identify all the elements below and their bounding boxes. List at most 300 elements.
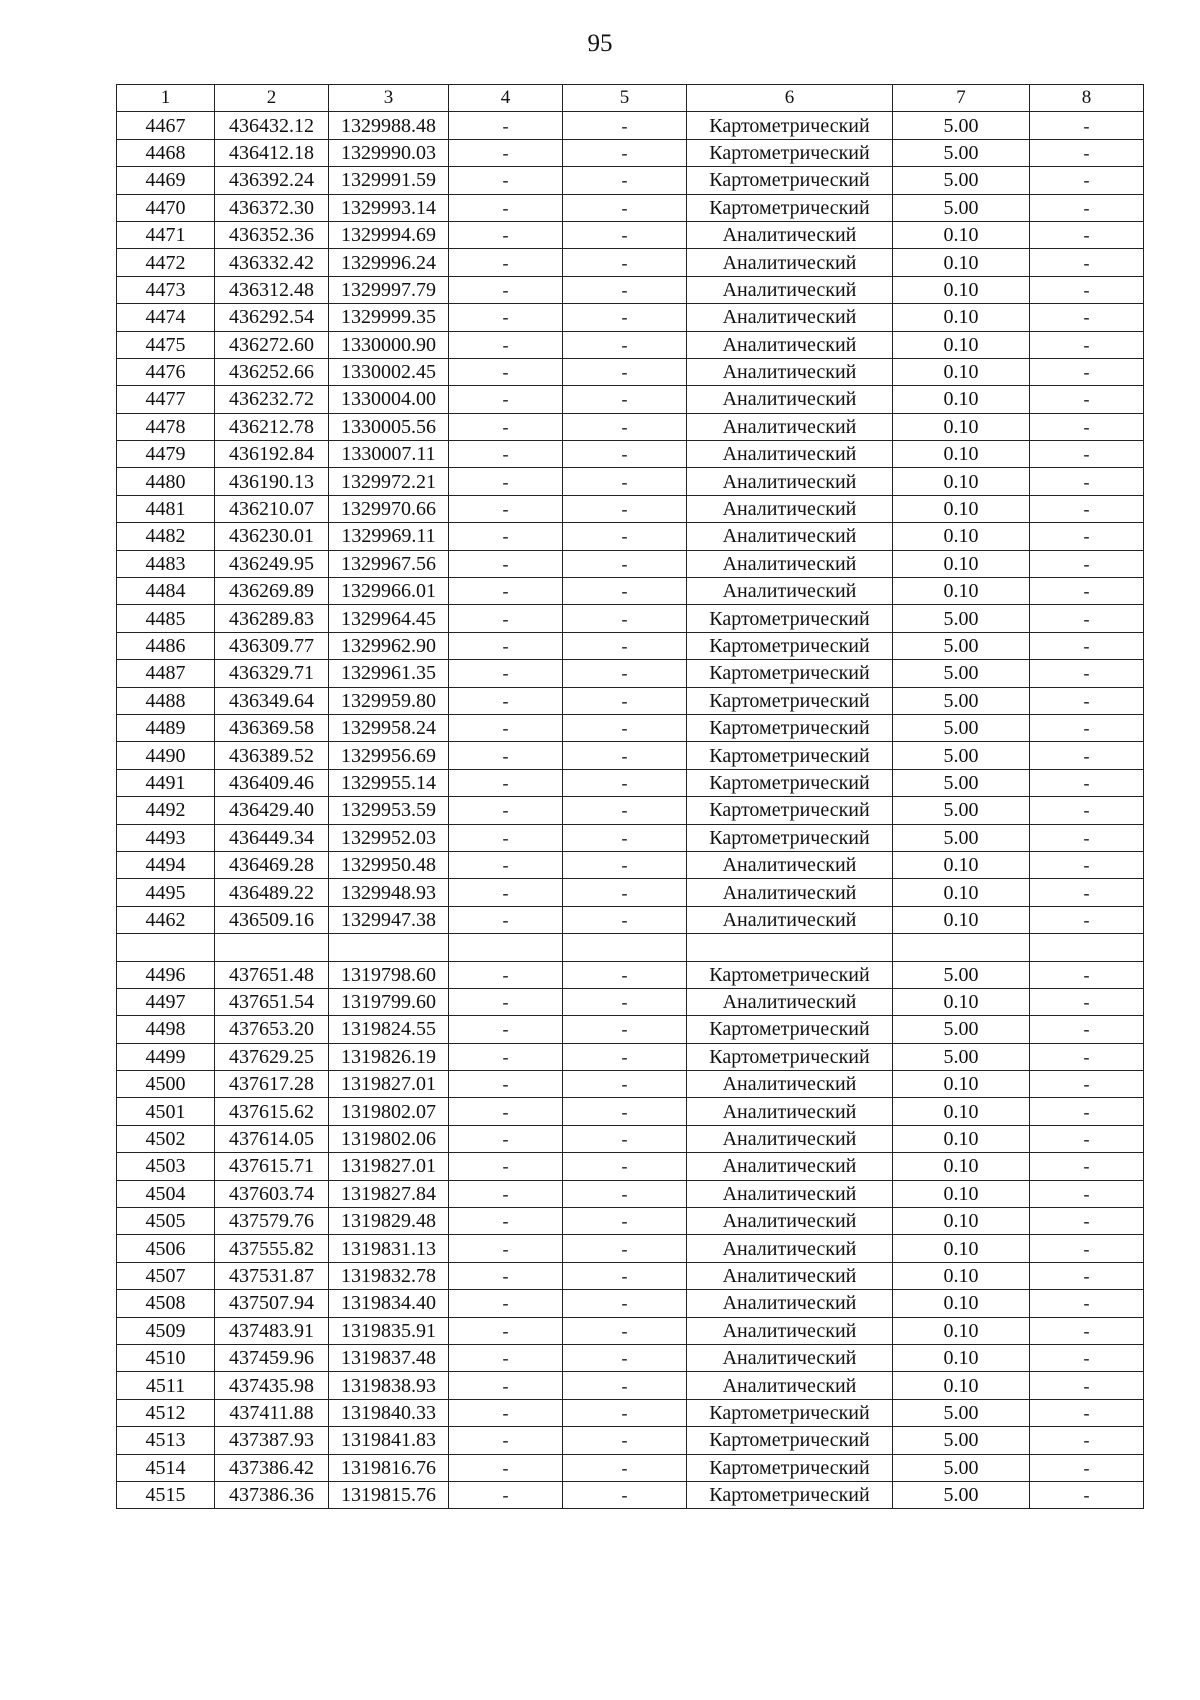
method-cell: Аналитический [687, 578, 893, 605]
column-4-cell: - [449, 1016, 563, 1043]
column-4-cell: - [449, 249, 563, 276]
column-4-cell: - [449, 769, 563, 796]
column-5-cell: - [563, 413, 687, 440]
column-5-cell: - [563, 221, 687, 248]
accuracy-cell: 5.00 [893, 742, 1030, 769]
column-4-cell: - [449, 468, 563, 495]
table-row [117, 578, 1144, 605]
point-number-cell: 4513 [117, 1427, 215, 1454]
accuracy-cell: 0.10 [893, 1071, 1030, 1098]
table-row [117, 1290, 1144, 1317]
point-number-cell: 4510 [117, 1344, 215, 1371]
y-coordinate-cell: 1319827.01 [329, 1071, 449, 1098]
column-4-cell: - [449, 1043, 563, 1070]
column-5-cell: - [563, 660, 687, 687]
point-number-cell: 4494 [117, 851, 215, 878]
table-row [117, 249, 1144, 276]
column-5-cell: - [563, 1208, 687, 1235]
y-coordinate-cell: 1319799.60 [329, 988, 449, 1015]
accuracy-cell: 0.10 [893, 879, 1030, 906]
method-cell: Картометрический [687, 797, 893, 824]
column-5-cell: - [563, 495, 687, 522]
column-8-cell: - [1030, 769, 1144, 796]
column-8-cell: - [1030, 1180, 1144, 1207]
y-coordinate-cell: 1319802.06 [329, 1125, 449, 1152]
x-coordinate-cell: 436312.48 [215, 276, 329, 303]
accuracy-cell: 0.10 [893, 1372, 1030, 1399]
x-coordinate-cell: 436469.28 [215, 851, 329, 878]
table-row [117, 441, 1144, 468]
x-coordinate-cell: 436252.66 [215, 358, 329, 385]
column-8-cell: - [1030, 495, 1144, 522]
method-cell: Картометрический [687, 769, 893, 796]
y-coordinate-cell: 1329950.48 [329, 851, 449, 878]
point-number-cell: 4469 [117, 167, 215, 194]
method-cell: Картометрический [687, 1016, 893, 1043]
column-8-cell: - [1030, 660, 1144, 687]
y-coordinate-cell [329, 934, 449, 961]
column-4-cell: - [449, 194, 563, 221]
point-number-cell: 4490 [117, 742, 215, 769]
point-number-cell: 4476 [117, 358, 215, 385]
accuracy-cell: 0.10 [893, 1290, 1030, 1317]
column-4-cell: - [449, 1153, 563, 1180]
column-8-cell: - [1030, 1125, 1144, 1152]
column-4-cell: - [449, 1262, 563, 1289]
column-8-cell: - [1030, 988, 1144, 1015]
point-number-cell: 4475 [117, 331, 215, 358]
table-row [117, 386, 1144, 413]
table-row [117, 1098, 1144, 1125]
point-number-cell: 4495 [117, 879, 215, 906]
x-coordinate-cell: 437629.25 [215, 1043, 329, 1070]
column-5-cell: - [563, 769, 687, 796]
point-number-cell: 4467 [117, 112, 215, 139]
method-cell: Аналитический [687, 331, 893, 358]
column-4-cell: - [449, 879, 563, 906]
point-number-cell: 4498 [117, 1016, 215, 1043]
y-coordinate-cell: 1330005.56 [329, 413, 449, 440]
table-row [117, 413, 1144, 440]
column-4-cell: - [449, 221, 563, 248]
y-coordinate-cell: 1329972.21 [329, 468, 449, 495]
method-cell: Аналитический [687, 1317, 893, 1344]
column-4-cell: - [449, 578, 563, 605]
accuracy-cell: 5.00 [893, 139, 1030, 166]
column-4-cell: - [449, 1125, 563, 1152]
x-coordinate-cell: 437435.98 [215, 1372, 329, 1399]
x-coordinate-cell: 436352.36 [215, 221, 329, 248]
column-8-cell: - [1030, 1262, 1144, 1289]
x-coordinate-cell: 437531.87 [215, 1262, 329, 1289]
accuracy-cell: 5.00 [893, 194, 1030, 221]
y-coordinate-cell: 1319831.13 [329, 1235, 449, 1262]
column-8-cell: - [1030, 1016, 1144, 1043]
column-4-cell [449, 934, 563, 961]
table-row [117, 632, 1144, 659]
method-cell: Картометрический [687, 112, 893, 139]
method-cell: Картометрический [687, 687, 893, 714]
column-4-cell: - [449, 824, 563, 851]
column-8-cell: - [1030, 1481, 1144, 1508]
column-4-cell: - [449, 386, 563, 413]
column-5-cell: - [563, 304, 687, 331]
column-5-cell: - [563, 1290, 687, 1317]
header-cell: 8 [1030, 85, 1144, 112]
y-coordinate-cell: 1319826.19 [329, 1043, 449, 1070]
column-5-cell: - [563, 797, 687, 824]
method-cell: Картометрический [687, 824, 893, 851]
accuracy-cell: 5.00 [893, 797, 1030, 824]
x-coordinate-cell: 436272.60 [215, 331, 329, 358]
column-5-cell: - [563, 468, 687, 495]
accuracy-cell: 0.10 [893, 276, 1030, 303]
method-cell: Аналитический [687, 1235, 893, 1262]
method-cell: Картометрический [687, 1454, 893, 1481]
header-row [117, 85, 1144, 112]
accuracy-cell: 5.00 [893, 1399, 1030, 1426]
y-coordinate-cell: 1329999.35 [329, 304, 449, 331]
table-row [117, 988, 1144, 1015]
table-row [117, 550, 1144, 577]
x-coordinate-cell: 436329.71 [215, 660, 329, 687]
column-8-cell: - [1030, 441, 1144, 468]
column-5-cell: - [563, 1262, 687, 1289]
accuracy-cell: 0.10 [893, 1153, 1030, 1180]
method-cell: Аналитический [687, 988, 893, 1015]
x-coordinate-cell: 436192.84 [215, 441, 329, 468]
y-coordinate-cell: 1329993.14 [329, 194, 449, 221]
accuracy-cell: 5.00 [893, 112, 1030, 139]
table-row [117, 1262, 1144, 1289]
x-coordinate-cell: 436332.42 [215, 249, 329, 276]
method-cell: Аналитический [687, 879, 893, 906]
accuracy-cell [893, 934, 1030, 961]
column-4-cell: - [449, 906, 563, 933]
table-body [117, 112, 1144, 1509]
column-4-cell: - [449, 304, 563, 331]
column-5-cell: - [563, 1016, 687, 1043]
accuracy-cell: 5.00 [893, 1454, 1030, 1481]
table-row [117, 879, 1144, 906]
point-number-cell: 4511 [117, 1372, 215, 1399]
accuracy-cell: 0.10 [893, 988, 1030, 1015]
column-8-cell: - [1030, 605, 1144, 632]
x-coordinate-cell: 436429.40 [215, 797, 329, 824]
column-8-cell: - [1030, 221, 1144, 248]
x-coordinate-cell: 436489.22 [215, 879, 329, 906]
x-coordinate-cell: 436212.78 [215, 413, 329, 440]
x-coordinate-cell: 437579.76 [215, 1208, 329, 1235]
table-row [117, 167, 1144, 194]
accuracy-cell: 5.00 [893, 1016, 1030, 1043]
point-number-cell: 4481 [117, 495, 215, 522]
point-number-cell: 4485 [117, 605, 215, 632]
accuracy-cell: 0.10 [893, 1098, 1030, 1125]
x-coordinate-cell: 436392.24 [215, 167, 329, 194]
table-row [117, 687, 1144, 714]
accuracy-cell: 0.10 [893, 578, 1030, 605]
table-row [117, 194, 1144, 221]
point-number-cell: 4468 [117, 139, 215, 166]
column-5-cell: - [563, 742, 687, 769]
column-8-cell: - [1030, 851, 1144, 878]
column-8-cell: - [1030, 167, 1144, 194]
column-8-cell: - [1030, 1043, 1144, 1070]
column-8-cell: - [1030, 1427, 1144, 1454]
column-4-cell: - [449, 167, 563, 194]
y-coordinate-cell: 1330002.45 [329, 358, 449, 385]
accuracy-cell: 0.10 [893, 1125, 1030, 1152]
column-8-cell: - [1030, 797, 1144, 824]
point-number-cell: 4515 [117, 1481, 215, 1508]
point-number-cell: 4500 [117, 1071, 215, 1098]
column-8-cell: - [1030, 331, 1144, 358]
header-cell: 4 [449, 85, 563, 112]
method-cell: Картометрический [687, 605, 893, 632]
method-cell: Аналитический [687, 386, 893, 413]
column-8-cell: - [1030, 879, 1144, 906]
column-8-cell: - [1030, 523, 1144, 550]
y-coordinate-cell: 1329990.03 [329, 139, 449, 166]
point-number-cell: 4484 [117, 578, 215, 605]
column-5-cell: - [563, 1317, 687, 1344]
column-5-cell: - [563, 167, 687, 194]
x-coordinate-cell: 437615.71 [215, 1153, 329, 1180]
accuracy-cell: 0.10 [893, 249, 1030, 276]
method-cell: Аналитический [687, 249, 893, 276]
column-5-cell: - [563, 139, 687, 166]
x-coordinate-cell: 437386.36 [215, 1481, 329, 1508]
column-5-cell: - [563, 1399, 687, 1426]
column-4-cell: - [449, 495, 563, 522]
y-coordinate-cell: 1329961.35 [329, 660, 449, 687]
point-number-cell: 4472 [117, 249, 215, 276]
table-row [117, 1235, 1144, 1262]
point-number-cell: 4477 [117, 386, 215, 413]
column-5-cell: - [563, 824, 687, 851]
x-coordinate-cell: 436210.07 [215, 495, 329, 522]
point-number-cell: 4471 [117, 221, 215, 248]
y-coordinate-cell: 1329955.14 [329, 769, 449, 796]
header-cell: 5 [563, 85, 687, 112]
column-4-cell: - [449, 714, 563, 741]
column-5-cell: - [563, 988, 687, 1015]
x-coordinate-cell: 436190.13 [215, 468, 329, 495]
method-cell: Аналитический [687, 1180, 893, 1207]
table-row [117, 1399, 1144, 1426]
point-number-cell: 4489 [117, 714, 215, 741]
column-8-cell: - [1030, 906, 1144, 933]
point-number-cell: 4483 [117, 550, 215, 577]
column-4-cell: - [449, 1208, 563, 1235]
y-coordinate-cell: 1329959.80 [329, 687, 449, 714]
y-coordinate-cell: 1329964.45 [329, 605, 449, 632]
column-8-cell: - [1030, 139, 1144, 166]
column-8-cell: - [1030, 1372, 1144, 1399]
y-coordinate-cell: 1330004.00 [329, 386, 449, 413]
table-row [117, 1125, 1144, 1152]
point-number-cell: 4462 [117, 906, 215, 933]
column-4-cell: - [449, 660, 563, 687]
method-cell: Аналитический [687, 1262, 893, 1289]
column-8-cell: - [1030, 194, 1144, 221]
column-4-cell: - [449, 139, 563, 166]
y-coordinate-cell: 1329969.11 [329, 523, 449, 550]
method-cell: Аналитический [687, 276, 893, 303]
x-coordinate-cell: 436432.12 [215, 112, 329, 139]
point-number-cell: 4496 [117, 961, 215, 988]
table-row [117, 1372, 1144, 1399]
column-4-cell: - [449, 632, 563, 659]
column-5-cell: - [563, 249, 687, 276]
accuracy-cell: 0.10 [893, 304, 1030, 331]
column-4-cell: - [449, 988, 563, 1015]
column-5-cell: - [563, 578, 687, 605]
x-coordinate-cell: 437653.20 [215, 1016, 329, 1043]
method-cell: Аналитический [687, 468, 893, 495]
y-coordinate-cell: 1329988.48 [329, 112, 449, 139]
y-coordinate-cell: 1329996.24 [329, 249, 449, 276]
y-coordinate-cell: 1319837.48 [329, 1344, 449, 1371]
method-cell: Аналитический [687, 906, 893, 933]
method-cell: Аналитический [687, 1344, 893, 1371]
x-coordinate-cell: 437507.94 [215, 1290, 329, 1317]
table-row [117, 112, 1144, 139]
column-5-cell: - [563, 1071, 687, 1098]
accuracy-cell: 0.10 [893, 495, 1030, 522]
point-number-cell: 4482 [117, 523, 215, 550]
point-number-cell: 4473 [117, 276, 215, 303]
table-row [117, 221, 1144, 248]
x-coordinate-cell: 436449.34 [215, 824, 329, 851]
column-8-cell: - [1030, 1399, 1144, 1426]
column-8-cell: - [1030, 1454, 1144, 1481]
y-coordinate-cell: 1329967.56 [329, 550, 449, 577]
accuracy-cell: 0.10 [893, 221, 1030, 248]
y-coordinate-cell: 1329953.59 [329, 797, 449, 824]
header-cell: 3 [329, 85, 449, 112]
accuracy-cell: 5.00 [893, 1427, 1030, 1454]
x-coordinate-cell: 436389.52 [215, 742, 329, 769]
table-row [117, 358, 1144, 385]
header-cell: 7 [893, 85, 1030, 112]
coordinates-table [116, 84, 1144, 1509]
column-8-cell: - [1030, 632, 1144, 659]
table-row [117, 797, 1144, 824]
column-8-cell: - [1030, 1071, 1144, 1098]
table-header [117, 85, 1144, 112]
column-5-cell: - [563, 1427, 687, 1454]
column-5-cell: - [563, 331, 687, 358]
column-4-cell: - [449, 1098, 563, 1125]
column-8-cell: - [1030, 578, 1144, 605]
point-number-cell: 4514 [117, 1454, 215, 1481]
table-row [117, 331, 1144, 358]
y-coordinate-cell: 1319835.91 [329, 1317, 449, 1344]
x-coordinate-cell: 437615.62 [215, 1098, 329, 1125]
column-4-cell: - [449, 605, 563, 632]
x-coordinate-cell: 437483.91 [215, 1317, 329, 1344]
column-4-cell: - [449, 441, 563, 468]
column-5-cell: - [563, 632, 687, 659]
accuracy-cell: 5.00 [893, 167, 1030, 194]
header-cell: 1 [117, 85, 215, 112]
method-cell: Картометрический [687, 139, 893, 166]
column-4-cell: - [449, 742, 563, 769]
accuracy-cell: 0.10 [893, 1317, 1030, 1344]
x-coordinate-cell: 436369.58 [215, 714, 329, 741]
y-coordinate-cell: 1319838.93 [329, 1372, 449, 1399]
method-cell: Аналитический [687, 221, 893, 248]
column-8-cell: - [1030, 112, 1144, 139]
accuracy-cell: 5.00 [893, 824, 1030, 851]
y-coordinate-cell: 1329991.59 [329, 167, 449, 194]
accuracy-cell: 5.00 [893, 660, 1030, 687]
x-coordinate-cell: 437387.93 [215, 1427, 329, 1454]
method-cell [687, 934, 893, 961]
column-8-cell: - [1030, 1235, 1144, 1262]
column-4-cell: - [449, 1399, 563, 1426]
accuracy-cell: 5.00 [893, 687, 1030, 714]
column-4-cell: - [449, 1344, 563, 1371]
column-8-cell: - [1030, 687, 1144, 714]
column-8-cell: - [1030, 1290, 1144, 1317]
method-cell: Аналитический [687, 1372, 893, 1399]
x-coordinate-cell: 436409.46 [215, 769, 329, 796]
column-8-cell: - [1030, 742, 1144, 769]
table-row [117, 906, 1144, 933]
accuracy-cell: 0.10 [893, 358, 1030, 385]
accuracy-cell: 0.10 [893, 851, 1030, 878]
column-8-cell: - [1030, 304, 1144, 331]
y-coordinate-cell: 1319841.83 [329, 1427, 449, 1454]
column-4-cell: - [449, 1235, 563, 1262]
y-coordinate-cell: 1329952.03 [329, 824, 449, 851]
y-coordinate-cell: 1329956.69 [329, 742, 449, 769]
method-cell: Картометрический [687, 1481, 893, 1508]
column-4-cell: - [449, 550, 563, 577]
table-row [117, 1208, 1144, 1235]
column-5-cell: - [563, 1481, 687, 1508]
method-cell: Картометрический [687, 194, 893, 221]
method-cell: Картометрический [687, 714, 893, 741]
x-coordinate-cell [215, 934, 329, 961]
y-coordinate-cell: 1319802.07 [329, 1098, 449, 1125]
column-5-cell: - [563, 386, 687, 413]
column-5-cell: - [563, 1153, 687, 1180]
column-5-cell: - [563, 1372, 687, 1399]
table-row [117, 1016, 1144, 1043]
method-cell: Аналитический [687, 1125, 893, 1152]
table-row [117, 961, 1144, 988]
method-cell: Картометрический [687, 742, 893, 769]
point-number-cell: 4491 [117, 769, 215, 796]
x-coordinate-cell: 437459.96 [215, 1344, 329, 1371]
column-5-cell: - [563, 112, 687, 139]
point-number-cell: 4501 [117, 1098, 215, 1125]
method-cell: Картометрический [687, 961, 893, 988]
column-4-cell: - [449, 331, 563, 358]
point-number-cell: 4509 [117, 1317, 215, 1344]
column-4-cell: - [449, 413, 563, 440]
accuracy-cell: 0.10 [893, 550, 1030, 577]
x-coordinate-cell: 436309.77 [215, 632, 329, 659]
column-4-cell: - [449, 112, 563, 139]
column-5-cell: - [563, 961, 687, 988]
x-coordinate-cell: 437411.88 [215, 1399, 329, 1426]
method-cell: Аналитический [687, 1098, 893, 1125]
